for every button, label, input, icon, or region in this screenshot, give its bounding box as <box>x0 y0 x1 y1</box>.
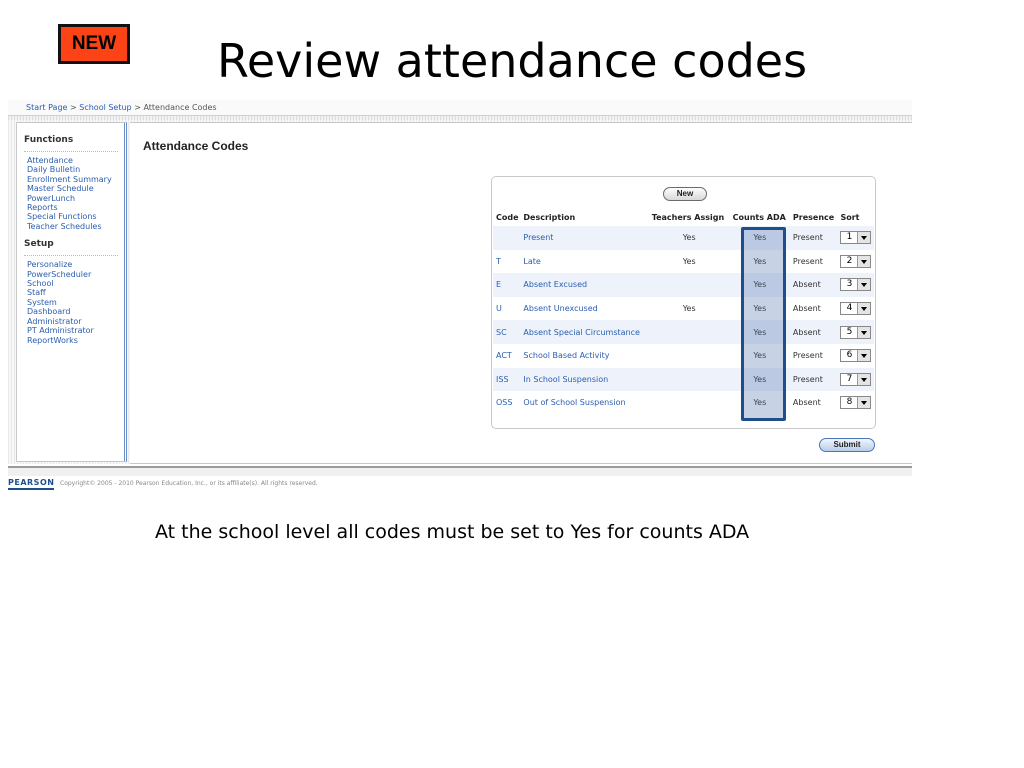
teachers-assign-cell <box>649 320 730 344</box>
sort-cell <box>837 226 874 250</box>
page-heading: Attendance Codes <box>143 139 249 153</box>
slide-title <box>0 36 1024 87</box>
code-cell: ISS <box>493 368 520 392</box>
counts-ada-cell: Yes <box>730 320 790 344</box>
sort-cell <box>837 250 874 274</box>
column-header-counts-ada: Counts ADA <box>730 209 790 226</box>
counts-ada-cell: Yes <box>753 351 767 361</box>
sidebar-item-powerscheduler[interactable]: PowerScheduler <box>27 269 92 279</box>
table-row <box>493 273 874 297</box>
teachers-assign-cell: Yes <box>682 304 696 314</box>
slide-title-text: Review attendance codes <box>216 34 808 88</box>
sidebar-item-attendance[interactable]: Attendance <box>27 156 73 165</box>
sidebar-item-daily-bulletin[interactable]: Daily Bulletin <box>27 165 81 175</box>
table-row <box>493 391 874 415</box>
presence-cell: Present <box>792 351 823 361</box>
dropdown-arrow-icon[interactable] <box>857 327 870 338</box>
sidebar-item-reportworks[interactable]: ReportWorks <box>27 335 78 345</box>
screenshot <box>8 100 912 490</box>
teachers-assign-cell <box>649 344 730 368</box>
pearson-logo: PEARSON <box>8 478 54 490</box>
sort-value: 6 <box>846 350 853 361</box>
new-badge: NEW <box>58 24 130 64</box>
code-cell: ACT <box>496 351 512 361</box>
sidebar-item-pt-administrator[interactable]: PT Administrator <box>27 326 94 336</box>
sort-select[interactable] <box>840 349 871 362</box>
sort-cell <box>837 368 874 392</box>
column-header-description: Description <box>520 209 648 226</box>
sort-cell <box>837 320 874 344</box>
counts-ada-cell: Yes <box>730 226 790 250</box>
description-link[interactable]: Absent Excused <box>520 273 648 297</box>
sort-cell <box>837 273 874 297</box>
breadcrumb-school-setup[interactable]: School Setup <box>79 103 132 112</box>
code-cell: U <box>496 304 502 314</box>
teachers-assign-cell: Yes <box>649 226 730 250</box>
code-cell: SC <box>493 320 520 344</box>
main-content <box>130 122 912 464</box>
table-row <box>493 250 874 274</box>
copyright-text: Copyright© 2005 - 2010 Pearson Education, Inc., or its affiliate(s). All rights reserved. <box>60 480 318 487</box>
sidebar-item-special-functions[interactable]: Special Functions <box>27 212 97 222</box>
sidebar-item-enrollment-summary[interactable]: Enrollment Summary <box>27 174 112 184</box>
sidebar-item-system[interactable]: System <box>27 297 57 307</box>
presence-cell: Absent <box>790 320 838 344</box>
table-header-row <box>493 209 874 226</box>
dropdown-arrow-icon[interactable] <box>857 303 870 314</box>
counts-ada-cell: Yes <box>730 273 790 297</box>
new-button[interactable]: New <box>663 187 707 201</box>
counts-ada-cell: Yes <box>753 256 767 266</box>
counts-ada-cell: Yes <box>753 398 767 408</box>
breadcrumb-start-page[interactable]: Start Page <box>26 103 68 112</box>
presence-cell: Absent <box>792 398 821 408</box>
sort-select[interactable] <box>840 278 871 291</box>
sort-value: 4 <box>846 303 853 314</box>
dropdown-arrow-icon[interactable] <box>857 397 870 408</box>
sidebar-item-teacher-schedules[interactable]: Teacher Schedules <box>27 221 102 231</box>
sidebar-item-administrator[interactable]: Administrator <box>27 316 82 326</box>
breadcrumb-separator: > <box>70 103 77 112</box>
sort-select[interactable] <box>840 326 871 339</box>
sidebar-item-staff[interactable]: Staff <box>27 288 46 298</box>
code-cell <box>493 226 520 250</box>
sort-value: 7 <box>846 373 853 384</box>
sort-value: 2 <box>846 255 853 266</box>
footer-divider <box>8 466 912 476</box>
breadcrumb <box>8 100 912 116</box>
sidebar-item-school[interactable]: School <box>27 279 54 289</box>
column-header-presence: Presence <box>790 209 838 226</box>
app-frame <box>8 120 912 464</box>
dropdown-arrow-icon[interactable] <box>857 374 870 385</box>
sidebar-item-master-schedule[interactable]: Master Schedule <box>27 184 94 194</box>
code-cell: OSS <box>496 398 513 408</box>
code-cell: T <box>496 256 501 266</box>
sort-select[interactable] <box>840 255 871 268</box>
setup-list <box>27 260 124 345</box>
presence-cell: Present <box>790 368 838 392</box>
table-row <box>493 297 874 321</box>
attendance-codes-panel <box>491 176 876 429</box>
sidebar <box>16 122 127 462</box>
teachers-assign-cell <box>649 391 730 415</box>
sort-value: 1 <box>846 232 853 243</box>
breadcrumb-trail <box>26 100 217 115</box>
sort-select[interactable] <box>840 396 871 409</box>
dropdown-arrow-icon[interactable] <box>857 256 870 267</box>
sidebar-item-reports[interactable]: Reports <box>27 203 58 213</box>
table-row <box>493 226 874 250</box>
breadcrumb-current: Attendance Codes <box>143 103 217 112</box>
code-cell: E <box>493 273 520 297</box>
counts-ada-cell: Yes <box>730 368 790 392</box>
column-header-code: Code <box>493 209 520 226</box>
column-header-sort: Sort <box>837 209 874 226</box>
slide-note: At the school level all codes must be set to Yes for counts ADA <box>155 521 750 543</box>
sort-value: 5 <box>846 326 853 337</box>
sort-select[interactable] <box>840 302 871 315</box>
presence-cell: Absent <box>792 304 821 314</box>
teachers-assign-cell <box>649 368 730 392</box>
sidebar-item-powerlunch[interactable]: PowerLunch <box>27 193 76 203</box>
attendance-codes-table <box>493 209 874 415</box>
description-link[interactable]: In School Suspension <box>520 368 648 392</box>
counts-ada-cell: Yes <box>753 304 767 314</box>
dropdown-arrow-icon[interactable] <box>857 232 870 243</box>
sort-select[interactable] <box>840 231 871 244</box>
sort-cell <box>837 391 874 415</box>
table-row <box>493 368 874 392</box>
sort-cell <box>837 344 874 368</box>
description-link[interactable]: Late <box>523 256 541 266</box>
table-row <box>493 320 874 344</box>
sidebar-item-personalize[interactable]: Personalize <box>27 260 73 270</box>
presence-cell: Present <box>790 226 838 250</box>
description-link[interactable]: Absent Special Circumstance <box>520 320 648 344</box>
description-link[interactable]: Absent Unexcused <box>523 304 598 314</box>
sort-value: 3 <box>846 279 853 290</box>
sort-cell <box>837 297 874 321</box>
functions-heading: Functions <box>24 135 118 152</box>
setup-heading: Setup <box>24 239 118 256</box>
functions-list <box>27 156 124 231</box>
presence-cell: Absent <box>790 273 838 297</box>
table-row <box>493 344 874 368</box>
breadcrumb-separator: > <box>134 103 141 112</box>
teachers-assign-cell: Yes <box>682 256 696 266</box>
sort-value: 8 <box>846 397 853 408</box>
column-header-teachers-assign: Teachers Assign <box>649 209 730 226</box>
description-link[interactable]: School Based Activity <box>523 351 610 361</box>
sidebar-item-dashboard[interactable]: Dashboard <box>27 307 71 317</box>
description-link[interactable]: Out of School Suspension <box>523 398 626 408</box>
teachers-assign-cell <box>649 273 730 297</box>
submit-button[interactable]: Submit <box>819 438 875 452</box>
sort-select[interactable] <box>840 373 871 386</box>
description-link[interactable]: Present <box>520 226 648 250</box>
dropdown-arrow-icon[interactable] <box>857 350 870 361</box>
dropdown-arrow-icon[interactable] <box>857 279 870 290</box>
presence-cell: Present <box>792 256 823 266</box>
